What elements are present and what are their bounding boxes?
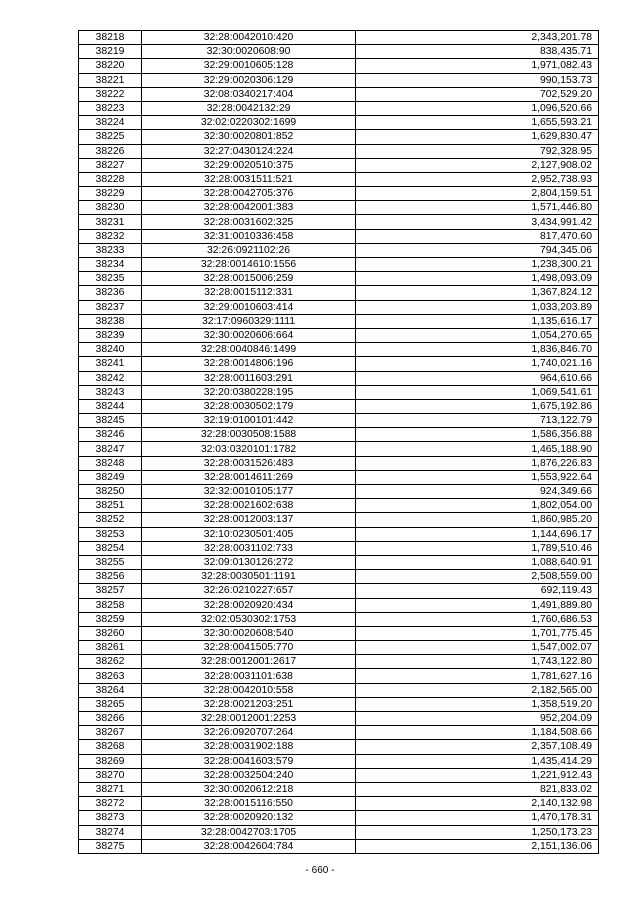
cadastral-number-cell: 32:29:0010603:414 (142, 300, 356, 314)
cadastral-value-cell: 821,833.02 (356, 782, 599, 796)
cadastral-value-cell: 1,675,192.86 (356, 399, 599, 413)
cadastral-number-cell: 32:08:0340217:404 (142, 87, 356, 101)
cadastral-number-cell: 32:28:0031101:638 (142, 669, 356, 683)
cadastral-number-cell: 32:20:0380228:195 (142, 385, 356, 399)
cadastral-value-cell: 1,789,510.46 (356, 541, 599, 555)
table-row (79, 414, 599, 428)
row-number-cell: 38222 (79, 87, 142, 101)
row-number-cell: 38233 (79, 243, 142, 257)
table-row (79, 442, 599, 456)
cadastral-number-cell: 32:30:0020608:540 (142, 626, 356, 640)
cadastral-number-cell: 32:28:0042132:29 (142, 101, 356, 115)
row-number-cell: 38273 (79, 811, 142, 825)
cadastral-value-cell: 3,434,991.42 (356, 215, 599, 229)
cadastral-value-cell: 1,465,188.90 (356, 442, 599, 456)
table-row (79, 669, 599, 683)
table-row (79, 144, 599, 158)
row-number-cell: 38270 (79, 768, 142, 782)
row-number-cell: 38258 (79, 598, 142, 612)
cadastral-value-cell: 838,435.71 (356, 45, 599, 59)
row-number-cell: 38245 (79, 414, 142, 428)
table-row (79, 541, 599, 555)
row-number-cell: 38244 (79, 399, 142, 413)
row-number-cell: 38224 (79, 116, 142, 130)
row-number-cell: 38262 (79, 655, 142, 669)
cadastral-value-cell: 1,743,122.80 (356, 655, 599, 669)
cadastral-value-cell: 1,491,889.80 (356, 598, 599, 612)
row-number-cell: 38231 (79, 215, 142, 229)
cadastral-value-cell: 2,140,132.98 (356, 797, 599, 811)
cadastral-number-cell: 32:28:0015006:259 (142, 272, 356, 286)
cadastral-value-table (78, 30, 599, 854)
cadastral-value-cell: 2,357,108.49 (356, 740, 599, 754)
cadastral-number-cell: 32:02:0220302:1699 (142, 116, 356, 130)
row-number-cell: 38238 (79, 314, 142, 328)
table-row (79, 187, 599, 201)
cadastral-value-cell: 1,860,985.20 (356, 513, 599, 527)
row-number-cell: 38230 (79, 201, 142, 215)
table-row (79, 825, 599, 839)
cadastral-value-cell: 1,096,520.66 (356, 101, 599, 115)
table-row (79, 215, 599, 229)
row-number-cell: 38239 (79, 328, 142, 342)
cadastral-value-cell: 1,802,054.00 (356, 499, 599, 513)
row-number-cell: 38265 (79, 697, 142, 711)
cadastral-number-cell: 32:28:0015116:550 (142, 797, 356, 811)
table-row (79, 428, 599, 442)
table-row (79, 31, 599, 45)
row-number-cell: 38252 (79, 513, 142, 527)
cadastral-number-cell: 32:29:0020510:375 (142, 158, 356, 172)
row-number-cell: 38246 (79, 428, 142, 442)
row-number-cell: 38269 (79, 754, 142, 768)
cadastral-number-cell: 32:28:0030508:1588 (142, 428, 356, 442)
cadastral-value-cell: 2,804,159.51 (356, 187, 599, 201)
cadastral-number-cell: 32:28:0042010:420 (142, 31, 356, 45)
table-row (79, 485, 599, 499)
cadastral-number-cell: 32:28:0015112:331 (142, 286, 356, 300)
row-number-cell: 38271 (79, 782, 142, 796)
table-row (79, 811, 599, 825)
cadastral-value-cell: 1,781,627.16 (356, 669, 599, 683)
table-row (79, 385, 599, 399)
table-row (79, 116, 599, 130)
row-number-cell: 38248 (79, 456, 142, 470)
cadastral-value-cell: 1,033,203.89 (356, 300, 599, 314)
cadastral-value-cell: 1,553,922.64 (356, 470, 599, 484)
table-row (79, 201, 599, 215)
cadastral-number-cell: 32:28:0031526:483 (142, 456, 356, 470)
table-row (79, 371, 599, 385)
cadastral-number-cell: 32:28:0014806:196 (142, 357, 356, 371)
row-number-cell: 38219 (79, 45, 142, 59)
row-number-cell: 38251 (79, 499, 142, 513)
cadastral-number-cell: 32:28:0020920:132 (142, 811, 356, 825)
cadastral-value-cell: 1,367,824.12 (356, 286, 599, 300)
cadastral-value-cell: 2,127,908.02 (356, 158, 599, 172)
table-row (79, 513, 599, 527)
cadastral-number-cell: 32:28:0041505:770 (142, 641, 356, 655)
cadastral-number-cell: 32:28:0030502:179 (142, 399, 356, 413)
cadastral-value-cell: 702,529.20 (356, 87, 599, 101)
row-number-cell: 38253 (79, 527, 142, 541)
cadastral-value-cell: 1,655,593.21 (356, 116, 599, 130)
cadastral-value-cell: 1,836,846.70 (356, 343, 599, 357)
table-row (79, 328, 599, 342)
row-number-cell: 38236 (79, 286, 142, 300)
table-row (79, 172, 599, 186)
cadastral-number-cell: 32:28:0042604:784 (142, 839, 356, 853)
table-row (79, 641, 599, 655)
cadastral-value-cell: 1,435,414.29 (356, 754, 599, 768)
row-number-cell: 38249 (79, 470, 142, 484)
cadastral-number-cell: 32:30:0020608:90 (142, 45, 356, 59)
cadastral-number-cell: 32:28:0031602:325 (142, 215, 356, 229)
cadastral-value-cell: 1,470,178.31 (356, 811, 599, 825)
table-row (79, 286, 599, 300)
cadastral-number-cell: 32:28:0014611:269 (142, 470, 356, 484)
cadastral-value-cell: 692,119.43 (356, 584, 599, 598)
cadastral-value-cell: 1,701,775.45 (356, 626, 599, 640)
row-number-cell: 38257 (79, 584, 142, 598)
cadastral-value-cell: 1,135,616.17 (356, 314, 599, 328)
cadastral-value-cell: 990,153.73 (356, 73, 599, 87)
cadastral-number-cell: 32:02:0530302:1753 (142, 612, 356, 626)
table-row (79, 229, 599, 243)
table-row (79, 754, 599, 768)
cadastral-number-cell: 32:28:0014610:1556 (142, 258, 356, 272)
table-row (79, 59, 599, 73)
row-number-cell: 38243 (79, 385, 142, 399)
cadastral-value-cell: 964,610.66 (356, 371, 599, 385)
table-body (79, 31, 599, 854)
row-number-cell: 38228 (79, 172, 142, 186)
table-row (79, 626, 599, 640)
cadastral-number-cell: 32:10:0230501:405 (142, 527, 356, 541)
row-number-cell: 38260 (79, 626, 142, 640)
cadastral-value-cell: 713,122.79 (356, 414, 599, 428)
table-row (79, 399, 599, 413)
cadastral-number-cell: 32:28:0031102:733 (142, 541, 356, 555)
table-row (79, 158, 599, 172)
row-number-cell: 38274 (79, 825, 142, 839)
cadastral-number-cell: 32:30:0020606:664 (142, 328, 356, 342)
table-row (79, 655, 599, 669)
cadastral-number-cell: 32:30:0020801:852 (142, 130, 356, 144)
row-number-cell: 38223 (79, 101, 142, 115)
cadastral-value-cell: 2,151,136.06 (356, 839, 599, 853)
row-number-cell: 38255 (79, 555, 142, 569)
cadastral-value-cell: 1,498,093.09 (356, 272, 599, 286)
table-row (79, 612, 599, 626)
table-row (79, 797, 599, 811)
cadastral-value-cell: 1,629,830.47 (356, 130, 599, 144)
table-row (79, 584, 599, 598)
cadastral-value-cell: 1,238,300.21 (356, 258, 599, 272)
row-number-cell: 38242 (79, 371, 142, 385)
cadastral-value-cell: 2,952,738.93 (356, 172, 599, 186)
table-row (79, 782, 599, 796)
cadastral-value-cell: 792,328.95 (356, 144, 599, 158)
row-number-cell: 38256 (79, 570, 142, 584)
cadastral-number-cell: 32:26:0920707:264 (142, 726, 356, 740)
table-row (79, 470, 599, 484)
row-number-cell: 38263 (79, 669, 142, 683)
row-number-cell: 38218 (79, 31, 142, 45)
cadastral-number-cell: 32:28:0031511:521 (142, 172, 356, 186)
cadastral-value-cell: 2,182,565.00 (356, 683, 599, 697)
cadastral-value-cell: 1,184,508.66 (356, 726, 599, 740)
cadastral-value-cell: 1,069,541.61 (356, 385, 599, 399)
cadastral-number-cell: 32:26:0921102:26 (142, 243, 356, 257)
cadastral-number-cell: 32:28:0011603:291 (142, 371, 356, 385)
cadastral-number-cell: 32:26:0210227:657 (142, 584, 356, 598)
cadastral-value-cell: 1,088,640.91 (356, 555, 599, 569)
row-number-cell: 38220 (79, 59, 142, 73)
cadastral-value-cell: 1,586,356.88 (356, 428, 599, 442)
cadastral-number-cell: 32:28:0012003:137 (142, 513, 356, 527)
cadastral-value-cell: 817,470.60 (356, 229, 599, 243)
cadastral-number-cell: 32:29:0020306:129 (142, 73, 356, 87)
cadastral-value-cell: 2,508,559.00 (356, 570, 599, 584)
cadastral-number-cell: 32:28:0031902:188 (142, 740, 356, 754)
row-number-cell: 38267 (79, 726, 142, 740)
cadastral-value-cell: 794,345.06 (356, 243, 599, 257)
cadastral-number-cell: 32:17:0960329:1111 (142, 314, 356, 328)
row-number-cell: 38259 (79, 612, 142, 626)
row-number-cell: 38268 (79, 740, 142, 754)
cadastral-value-cell: 1,144,696.17 (356, 527, 599, 541)
cadastral-number-cell: 32:09:0130126:272 (142, 555, 356, 569)
cadastral-value-cell: 952,204.09 (356, 712, 599, 726)
cadastral-value-cell: 1,971,082.43 (356, 59, 599, 73)
table-row (79, 272, 599, 286)
cadastral-value-cell: 1,358,519.20 (356, 697, 599, 711)
row-number-cell: 38272 (79, 797, 142, 811)
row-number-cell: 38254 (79, 541, 142, 555)
table-row (79, 683, 599, 697)
cadastral-number-cell: 32:28:0012001:2617 (142, 655, 356, 669)
cadastral-number-cell: 32:27:0430124:224 (142, 144, 356, 158)
table-row (79, 598, 599, 612)
table-row (79, 499, 599, 513)
row-number-cell: 38235 (79, 272, 142, 286)
row-number-cell: 38275 (79, 839, 142, 853)
cadastral-value-cell: 924,349.66 (356, 485, 599, 499)
row-number-cell: 38226 (79, 144, 142, 158)
cadastral-number-cell: 32:28:0012001:2253 (142, 712, 356, 726)
row-number-cell: 38241 (79, 357, 142, 371)
cadastral-value-cell: 2,343,201.78 (356, 31, 599, 45)
cadastral-value-cell: 1,740,021.16 (356, 357, 599, 371)
cadastral-value-cell: 1,054,270.65 (356, 328, 599, 342)
row-number-cell: 38227 (79, 158, 142, 172)
cadastral-number-cell: 32:28:0042703:1705 (142, 825, 356, 839)
cadastral-number-cell: 32:03:0320101:1782 (142, 442, 356, 456)
row-number-cell: 38266 (79, 712, 142, 726)
table-row (79, 258, 599, 272)
row-number-cell: 38250 (79, 485, 142, 499)
table-row (79, 357, 599, 371)
table-row (79, 130, 599, 144)
table-row (79, 697, 599, 711)
row-number-cell: 38221 (79, 73, 142, 87)
table-row (79, 73, 599, 87)
cadastral-number-cell: 32:28:0042001:383 (142, 201, 356, 215)
table-row (79, 101, 599, 115)
cadastral-number-cell: 32:30:0020612:218 (142, 782, 356, 796)
table-row (79, 712, 599, 726)
table-row (79, 456, 599, 470)
cadastral-number-cell: 32:28:0041603:579 (142, 754, 356, 768)
table-row (79, 300, 599, 314)
row-number-cell: 38261 (79, 641, 142, 655)
table-row (79, 87, 599, 101)
cadastral-number-cell: 32:28:0040846:1499 (142, 343, 356, 357)
row-number-cell: 38232 (79, 229, 142, 243)
cadastral-number-cell: 32:29:0010605:128 (142, 59, 356, 73)
row-number-cell: 38247 (79, 442, 142, 456)
cadastral-number-cell: 32:28:0032504:240 (142, 768, 356, 782)
table-row (79, 527, 599, 541)
page-number: - 660 - (305, 865, 335, 876)
cadastral-number-cell: 32:28:0030501:1191 (142, 570, 356, 584)
cadastral-number-cell: 32:31:0010336:458 (142, 229, 356, 243)
cadastral-value-cell: 1,250,173.23 (356, 825, 599, 839)
table-row (79, 740, 599, 754)
cadastral-value-cell: 1,876,226.83 (356, 456, 599, 470)
row-number-cell: 38264 (79, 683, 142, 697)
table-row (79, 343, 599, 357)
row-number-cell: 38240 (79, 343, 142, 357)
cadastral-number-cell: 32:28:0021602:638 (142, 499, 356, 513)
row-number-cell: 38237 (79, 300, 142, 314)
table-row (79, 570, 599, 584)
cadastral-number-cell: 32:28:0042705:376 (142, 187, 356, 201)
table-row (79, 243, 599, 257)
cadastral-number-cell: 32:28:0020920:434 (142, 598, 356, 612)
cadastral-number-cell: 32:28:0042010:558 (142, 683, 356, 697)
table-row (79, 45, 599, 59)
cadastral-value-cell: 1,547,002.07 (356, 641, 599, 655)
table-row (79, 768, 599, 782)
table-row (79, 314, 599, 328)
table-row (79, 839, 599, 853)
cadastral-value-cell: 1,760,686.53 (356, 612, 599, 626)
table-row (79, 726, 599, 740)
table-row (79, 555, 599, 569)
cadastral-number-cell: 32:32:0010105:177 (142, 485, 356, 499)
cadastral-value-cell: 1,571,446.80 (356, 201, 599, 215)
row-number-cell: 38229 (79, 187, 142, 201)
cadastral-number-cell: 32:19:0100101:442 (142, 414, 356, 428)
row-number-cell: 38234 (79, 258, 142, 272)
row-number-cell: 38225 (79, 130, 142, 144)
cadastral-value-cell: 1,221,912.43 (356, 768, 599, 782)
cadastral-number-cell: 32:28:0021203:251 (142, 697, 356, 711)
